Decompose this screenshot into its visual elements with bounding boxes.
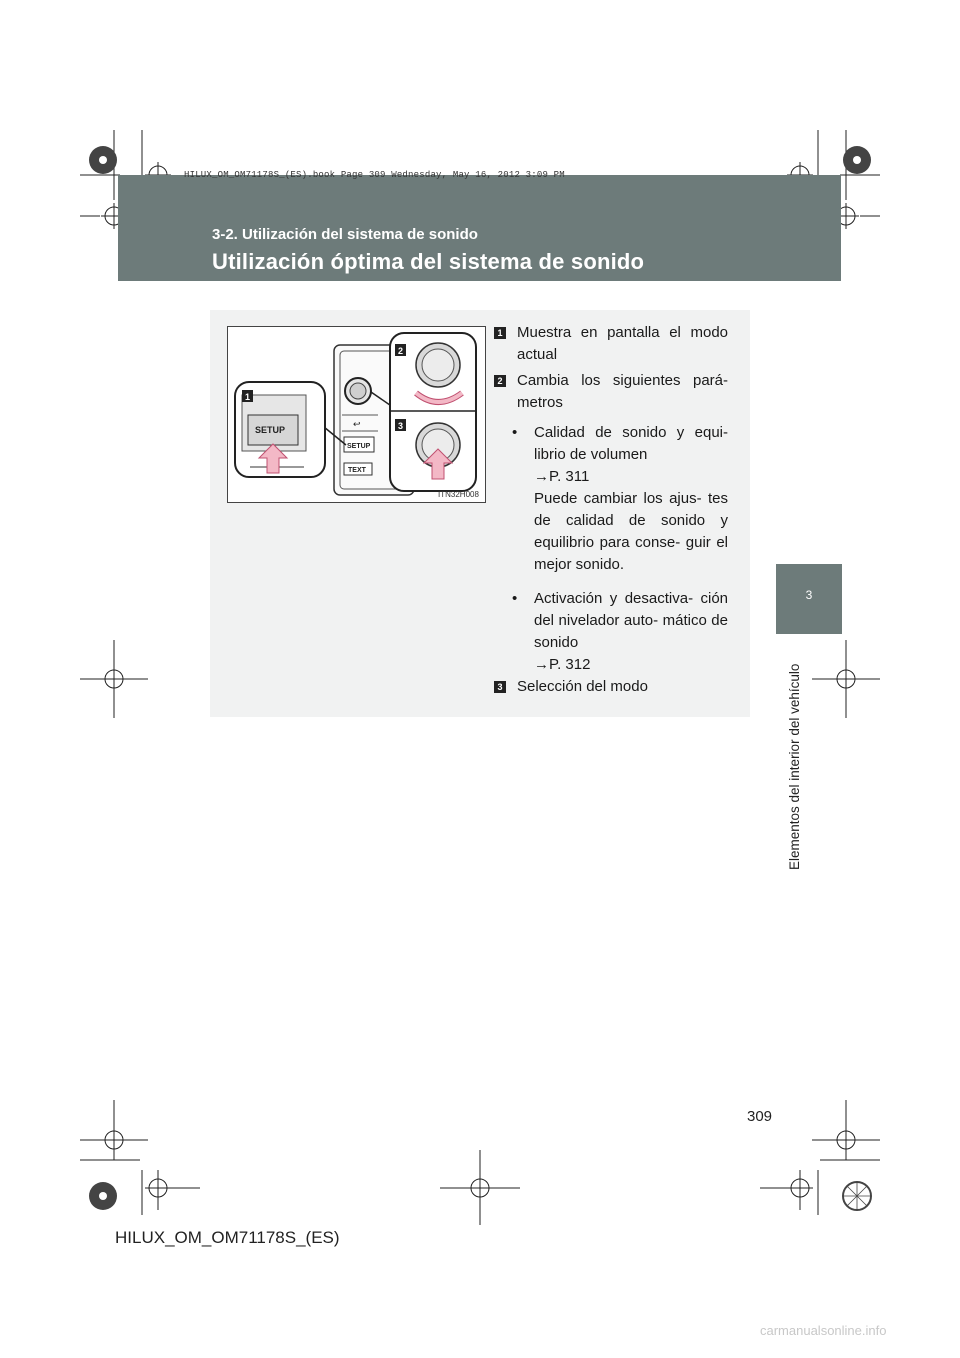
svg-text:↩: ↩ — [353, 419, 361, 429]
callout-text: Muestra en pantalla el modo actual — [517, 324, 728, 363]
page-reference: →P. 311 — [534, 468, 590, 485]
audio-controls-figure — [227, 326, 486, 503]
setup-large-label: SETUP — [255, 425, 286, 435]
callout-number: 1 — [494, 327, 506, 339]
sub-item-note: Puede cambiar los ajus- tes de calidad de sonido y equilibrio para conse- guir el mejor sonido. — [534, 490, 728, 573]
callout-text: Cambia los siguientes pará- metros — [517, 372, 728, 411]
callout-item — [494, 322, 728, 366]
callout-number: 3 — [494, 681, 506, 693]
callout-number: 2 — [494, 375, 506, 387]
sub-item — [494, 588, 728, 676]
label-3: 3 — [398, 421, 404, 431]
callout-text: Selección del modo — [517, 678, 648, 695]
page-reference: →P. 312 — [534, 656, 591, 673]
document-code: HILUX_OM_OM71178S_(ES) — [115, 1228, 340, 1247]
label-1: 1 — [245, 392, 251, 402]
chapter-label: Elementos del interior del vehículo — [787, 663, 802, 870]
watermark: carmanualsonline.info — [760, 1323, 887, 1338]
bullet: • — [512, 590, 518, 607]
callout-list — [494, 322, 728, 698]
sub-item — [494, 422, 728, 576]
figure-code: ITN32H008 — [438, 490, 479, 499]
sub-item-text: Calidad de sonido y equi- librio de volumen — [534, 424, 728, 463]
callout-item — [494, 370, 728, 414]
section-heading: 3-2. Utilización del sistema de sonido — [212, 226, 478, 243]
print-metadata: HILUX_OM_OM71178S_(ES).book Page 309 Wednesday, May 16, 2012 3:09 PM — [184, 170, 565, 180]
setup-small-label: SETUP — [347, 443, 371, 450]
label-2: 2 — [398, 346, 404, 356]
chapter-number: 3 — [805, 588, 813, 602]
sub-item-text: Activación y desactiva- ción del nivelador auto- mático de sonido — [534, 590, 728, 651]
audio-controls-illustration — [228, 327, 485, 502]
bullet: • — [512, 424, 518, 441]
text-button-label: TEXT — [348, 467, 366, 474]
page-title: Utilización óptima del sistema de sonido — [212, 249, 645, 274]
callout-item — [494, 676, 728, 698]
page-number: 309 — [747, 1108, 773, 1125]
